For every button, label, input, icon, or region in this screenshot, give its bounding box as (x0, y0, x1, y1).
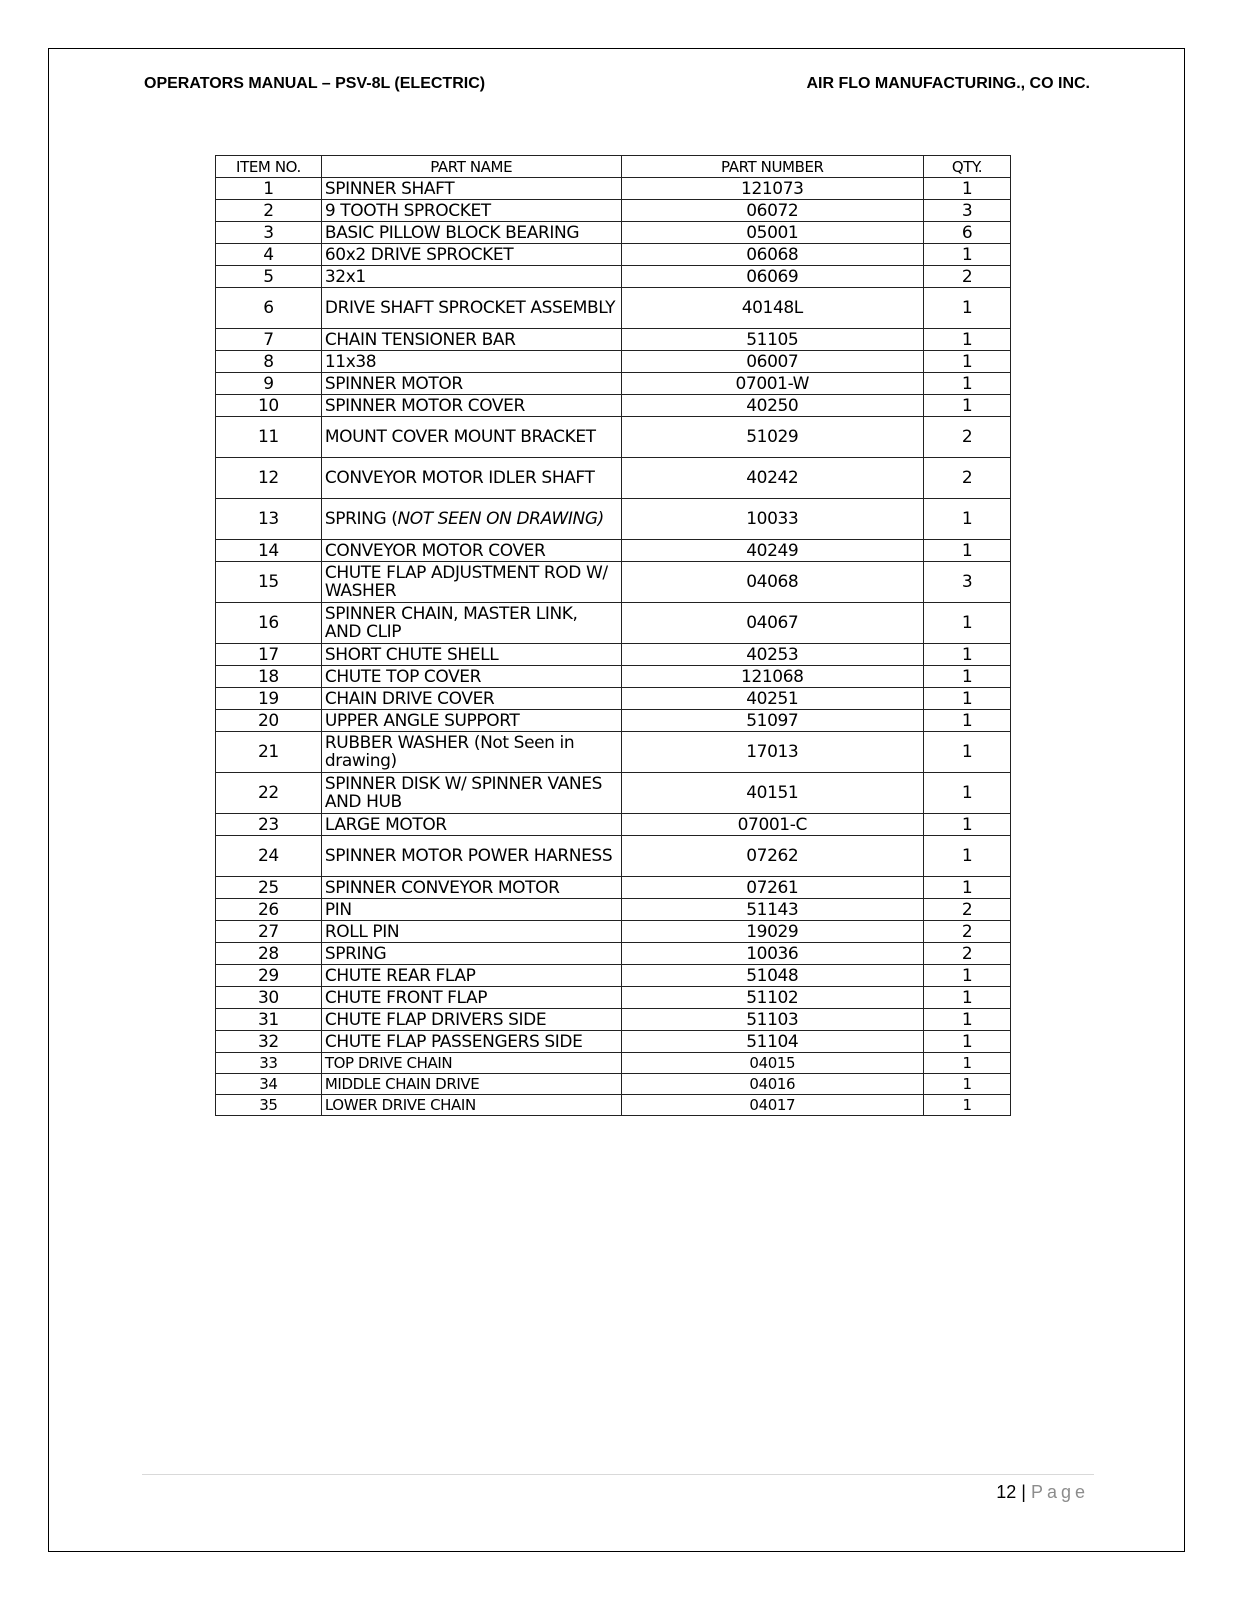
part-name-cell (321, 499, 621, 540)
part-number-cell: 40242 (621, 458, 924, 499)
qty-cell: 1 (924, 178, 1011, 200)
table-row (216, 644, 1011, 666)
part-name-cell (321, 266, 621, 288)
item-no-cell: 17 (216, 644, 322, 666)
table-body (216, 178, 1011, 1116)
qty-cell: 6 (924, 222, 1011, 244)
part-name-text: SPINNER SHAFT (324, 178, 455, 199)
qty-cell: 1 (924, 814, 1011, 836)
item-no-cell: 16 (216, 603, 322, 644)
part-number-cell: 40249 (621, 540, 924, 562)
part-name-cell (321, 222, 621, 244)
table-row (216, 178, 1011, 200)
part-name-cell (321, 1053, 621, 1074)
part-name-cell (321, 1095, 621, 1116)
part-number-cell: 51104 (621, 1031, 924, 1053)
item-no-cell: 14 (216, 540, 322, 562)
item-no-cell: 4 (216, 244, 322, 266)
qty-cell: 1 (924, 836, 1011, 877)
part-name-text: TOP DRIVE CHAIN (324, 1054, 453, 1072)
column-header-part-name: PART NAME (321, 156, 621, 178)
part-number-cell: 04015 (621, 1053, 924, 1074)
part-number-cell: 51029 (621, 417, 924, 458)
part-number-cell: 40250 (621, 395, 924, 417)
qty-cell: 1 (924, 666, 1011, 688)
part-number-cell: 06068 (621, 244, 924, 266)
table-row (216, 921, 1011, 943)
part-name-note: NOT SEEN ON DRAWING) (397, 509, 604, 529)
table-row (216, 540, 1011, 562)
part-number-cell: 121073 (621, 178, 924, 200)
part-name-text: LARGE MOTOR (324, 814, 447, 835)
part-name-cell (321, 644, 621, 666)
qty-cell: 1 (924, 395, 1011, 417)
part-name-text: CHUTE REAR FLAP (324, 965, 476, 986)
part-name-cell (321, 1031, 621, 1053)
table-row (216, 373, 1011, 395)
table-row (216, 877, 1011, 899)
item-no-cell: 21 (216, 732, 322, 773)
part-number-cell: 51105 (621, 329, 924, 351)
item-no-cell: 18 (216, 666, 322, 688)
table-row (216, 417, 1011, 458)
qty-cell: 1 (924, 732, 1011, 773)
part-name-text: UPPER ANGLE SUPPORT (324, 710, 520, 731)
part-name-text: CHUTE FLAP ADJUSTMENT ROD W/ WASHER (324, 563, 608, 601)
item-no-cell: 30 (216, 987, 322, 1009)
part-number-cell: 06069 (621, 266, 924, 288)
part-name-cell (321, 877, 621, 899)
part-name-cell (321, 943, 621, 965)
table-row (216, 732, 1011, 773)
part-name-cell (321, 710, 621, 732)
part-name-text: SPRING ( (324, 509, 398, 529)
qty-cell: 2 (924, 899, 1011, 921)
part-number-cell: 17013 (621, 732, 924, 773)
part-number-cell: 40253 (621, 644, 924, 666)
part-name-text: DRIVE SHAFT SPROCKET ASSEMBLY (324, 298, 616, 318)
part-name-cell (321, 562, 621, 603)
parts-list-table (215, 155, 1011, 1116)
part-number-cell: 04068 (621, 562, 924, 603)
qty-cell: 3 (924, 562, 1011, 603)
qty-cell: 1 (924, 710, 1011, 732)
part-name-cell (321, 666, 621, 688)
table-row (216, 562, 1011, 603)
part-number-cell: 19029 (621, 921, 924, 943)
part-name-cell (321, 351, 621, 373)
part-name-text: 9 TOOTH SPROCKET (324, 200, 491, 221)
part-number-cell: 10033 (621, 499, 924, 540)
qty-cell: 2 (924, 458, 1011, 499)
qty-cell: 1 (924, 351, 1011, 373)
item-no-cell: 33 (216, 1053, 322, 1074)
qty-cell: 1 (924, 1053, 1011, 1074)
part-name-cell (321, 395, 621, 417)
item-no-cell: 22 (216, 773, 322, 814)
item-no-cell: 12 (216, 458, 322, 499)
table-row (216, 329, 1011, 351)
qty-cell: 1 (924, 329, 1011, 351)
item-no-cell: 34 (216, 1074, 322, 1095)
part-number-cell: 07262 (621, 836, 924, 877)
qty-cell: 1 (924, 644, 1011, 666)
item-no-cell: 29 (216, 965, 322, 987)
item-no-cell: 19 (216, 688, 322, 710)
table-row (216, 987, 1011, 1009)
item-no-cell: 7 (216, 329, 322, 351)
item-no-cell: 35 (216, 1095, 322, 1116)
part-name-text: SPINNER CONVEYOR MOTOR (324, 877, 560, 898)
part-number-cell: 04016 (621, 1074, 924, 1095)
item-no-cell: 10 (216, 395, 322, 417)
part-name-cell (321, 458, 621, 499)
table-row (216, 710, 1011, 732)
part-name-text: CHUTE FLAP PASSENGERS SIDE (324, 1031, 583, 1052)
page-number: 12 (996, 1482, 1017, 1502)
item-no-cell: 24 (216, 836, 322, 877)
part-name-cell (321, 1009, 621, 1031)
part-name-cell (321, 178, 621, 200)
part-name-text: SPRING (324, 943, 387, 964)
part-name-text: MOUNT COVER MOUNT BRACKET (324, 427, 596, 447)
table-row (216, 943, 1011, 965)
item-no-cell: 2 (216, 200, 322, 222)
item-no-cell: 11 (216, 417, 322, 458)
table-row (216, 965, 1011, 987)
qty-cell: 2 (924, 943, 1011, 965)
part-number-cell: 40151 (621, 773, 924, 814)
table-row (216, 814, 1011, 836)
table-row (216, 200, 1011, 222)
part-number-cell: 04017 (621, 1095, 924, 1116)
item-no-cell: 6 (216, 288, 322, 329)
part-name-text: CONVEYOR MOTOR IDLER SHAFT (324, 468, 595, 488)
part-number-cell: 07261 (621, 877, 924, 899)
table-row (216, 836, 1011, 877)
item-no-cell: 15 (216, 562, 322, 603)
table-row (216, 899, 1011, 921)
qty-cell: 1 (924, 244, 1011, 266)
part-name-text: CHUTE FLAP DRIVERS SIDE (324, 1009, 547, 1030)
item-no-cell: 32 (216, 1031, 322, 1053)
part-number-cell: 40251 (621, 688, 924, 710)
part-name-cell (321, 773, 621, 814)
qty-cell: 1 (924, 1031, 1011, 1053)
item-no-cell: 1 (216, 178, 322, 200)
part-number-cell: 05001 (621, 222, 924, 244)
qty-cell: 1 (924, 288, 1011, 329)
part-number-cell: 07001-W (621, 373, 924, 395)
part-name-text: CONVEYOR MOTOR COVER (324, 540, 546, 561)
part-number-cell: 51143 (621, 899, 924, 921)
part-number-cell: 07001-C (621, 814, 924, 836)
table-row (216, 288, 1011, 329)
column-header-part-number: PART NUMBER (621, 156, 924, 178)
item-no-cell: 23 (216, 814, 322, 836)
part-name-cell (321, 814, 621, 836)
qty-cell: 1 (924, 499, 1011, 540)
part-name-cell (321, 965, 621, 987)
table-header-row (216, 156, 1011, 178)
part-name-text: SPINNER MOTOR COVER (324, 395, 525, 416)
part-name-text: MIDDLE CHAIN DRIVE (324, 1075, 480, 1093)
table-row (216, 244, 1011, 266)
table-row (216, 1074, 1011, 1095)
part-name-text: ROLL PIN (324, 921, 400, 942)
part-number-cell: 121068 (621, 666, 924, 688)
table-row (216, 603, 1011, 644)
qty-cell: 1 (924, 965, 1011, 987)
part-name-cell (321, 373, 621, 395)
qty-cell: 1 (924, 773, 1011, 814)
item-no-cell: 27 (216, 921, 322, 943)
item-no-cell: 25 (216, 877, 322, 899)
qty-cell: 1 (924, 1009, 1011, 1031)
part-name-text: SPINNER MOTOR (324, 373, 463, 394)
part-name-text: CHUTE FRONT FLAP (324, 987, 488, 1008)
table-row (216, 266, 1011, 288)
part-name-cell (321, 921, 621, 943)
part-name-cell (321, 200, 621, 222)
qty-cell: 2 (924, 266, 1011, 288)
part-number-cell: 51048 (621, 965, 924, 987)
table-row (216, 1031, 1011, 1053)
table-row (216, 395, 1011, 417)
page-footer (996, 1482, 1089, 1503)
part-name-text: CHAIN DRIVE COVER (324, 688, 495, 709)
part-number-cell: 51103 (621, 1009, 924, 1031)
item-no-cell: 26 (216, 899, 322, 921)
part-number-cell: 51097 (621, 710, 924, 732)
table-row (216, 1053, 1011, 1074)
part-name-text: RUBBER WASHER (Not Seen in drawing) (324, 733, 575, 771)
part-name-cell (321, 1074, 621, 1095)
table-row (216, 351, 1011, 373)
part-name-text: CHAIN TENSIONER BAR (324, 329, 516, 350)
table-row (216, 1009, 1011, 1031)
document-title: OPERATORS MANUAL – PSV-8L (ELECTRIC) (144, 75, 486, 92)
part-name-text: 11x38 (324, 351, 377, 372)
part-name-text: SHORT CHUTE SHELL (324, 644, 499, 665)
item-no-cell: 13 (216, 499, 322, 540)
qty-cell: 2 (924, 921, 1011, 943)
qty-cell: 1 (924, 1095, 1011, 1116)
part-name-cell (321, 732, 621, 773)
table-row (216, 222, 1011, 244)
part-name-text: SPINNER DISK W/ SPINNER VANES AND HUB (324, 774, 602, 812)
part-name-text: SPINNER CHAIN, MASTER LINK, AND CLIP (324, 604, 578, 642)
qty-cell: 1 (924, 603, 1011, 644)
table-row (216, 666, 1011, 688)
part-name-text: BASIC PILLOW BLOCK BEARING (324, 222, 580, 243)
part-name-cell (321, 417, 621, 458)
qty-cell: 1 (924, 373, 1011, 395)
item-no-cell: 28 (216, 943, 322, 965)
table-row (216, 688, 1011, 710)
part-name-cell (321, 987, 621, 1009)
item-no-cell: 20 (216, 710, 322, 732)
item-no-cell: 3 (216, 222, 322, 244)
qty-cell: 1 (924, 987, 1011, 1009)
item-no-cell: 9 (216, 373, 322, 395)
item-no-cell: 8 (216, 351, 322, 373)
part-number-cell: 06007 (621, 351, 924, 373)
part-number-cell: 40148L (621, 288, 924, 329)
part-name-cell (321, 603, 621, 644)
qty-cell: 3 (924, 200, 1011, 222)
table-row (216, 1095, 1011, 1116)
table-row (216, 499, 1011, 540)
table-row (216, 458, 1011, 499)
item-no-cell: 31 (216, 1009, 322, 1031)
part-name-cell (321, 540, 621, 562)
part-name-text: PIN (324, 899, 352, 920)
part-name-text: 32x1 (324, 266, 366, 287)
qty-cell: 1 (924, 540, 1011, 562)
footer-divider (142, 1474, 1094, 1475)
part-number-cell: 51102 (621, 987, 924, 1009)
part-name-cell (321, 288, 621, 329)
part-number-cell: 10036 (621, 943, 924, 965)
qty-cell: 2 (924, 417, 1011, 458)
column-header-item-no: ITEM NO. (216, 156, 322, 178)
part-name-text: LOWER DRIVE CHAIN (324, 1096, 476, 1114)
column-header-qty: QTY. (924, 156, 1011, 178)
part-name-cell (321, 244, 621, 266)
part-name-text: 60x2 DRIVE SPROCKET (324, 244, 514, 265)
part-name-cell (321, 899, 621, 921)
part-name-text: SPINNER MOTOR POWER HARNESS (324, 846, 613, 866)
part-name-text: CHUTE TOP COVER (324, 666, 482, 687)
part-number-cell: 06072 (621, 200, 924, 222)
qty-cell: 1 (924, 877, 1011, 899)
part-name-cell (321, 688, 621, 710)
table-row (216, 773, 1011, 814)
item-no-cell: 5 (216, 266, 322, 288)
part-number-cell: 04067 (621, 603, 924, 644)
part-name-cell (321, 329, 621, 351)
part-name-cell (321, 836, 621, 877)
page-label: Page (1030, 1482, 1089, 1502)
qty-cell: 1 (924, 688, 1011, 710)
footer-separator: | (1021, 1482, 1026, 1502)
qty-cell: 1 (924, 1074, 1011, 1095)
company-name: AIR FLO MANUFACTURING., CO INC. (806, 75, 1090, 92)
